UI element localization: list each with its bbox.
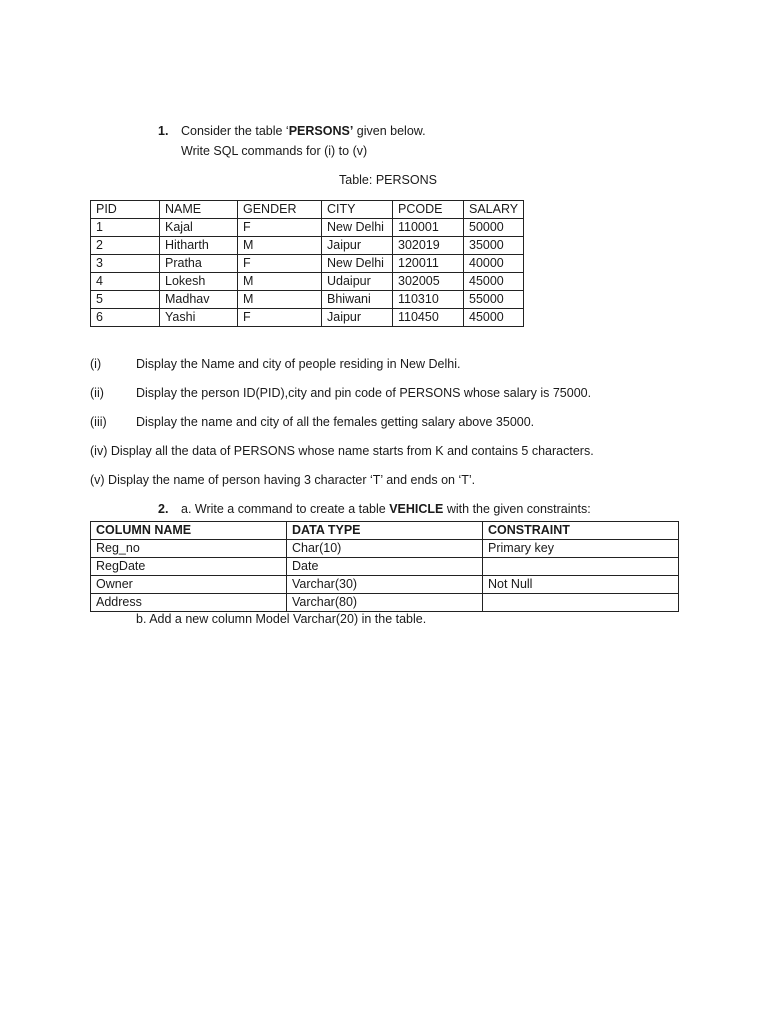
table-row [91, 540, 679, 558]
header-cell: GENDER [238, 201, 322, 219]
item-text: Display the person ID(PID),city and pin code of PERSONS whose salary is 75000. [136, 386, 592, 400]
table-cell: RegDate [91, 558, 287, 576]
table-row [91, 255, 524, 273]
question-item-iv: (iv) Display all the data of PERSONS whose name starts from K and contains 5 characters. [90, 444, 594, 458]
table-cell: 50000 [464, 219, 524, 237]
q2b-instruction: b. Add a new column Model Varchar(20) in the table. [136, 612, 427, 626]
table-cell: Not Null [483, 576, 679, 594]
table-row [91, 219, 524, 237]
table-cell: 1 [91, 219, 160, 237]
table-cell: Udaipur [322, 273, 393, 291]
table-cell: New Delhi [322, 255, 393, 273]
table-cell: Reg_no [91, 540, 287, 558]
table-cell: 120011 [393, 255, 464, 273]
item-label: (iii) [90, 415, 107, 429]
q2-number: 2. [158, 502, 169, 516]
table-cell: F [238, 309, 322, 327]
question-item-v: (v) Display the name of person having 3 character ‘T’ and ends on ‘T’. [90, 473, 476, 487]
q2a-post: with the given constraints: [443, 502, 591, 516]
table-row [91, 309, 524, 327]
table-cell [483, 594, 679, 612]
table-cell: Char(10) [287, 540, 483, 558]
table-cell: 5 [91, 291, 160, 309]
header-cell: CONSTRAINT [483, 522, 679, 540]
table-cell: 35000 [464, 237, 524, 255]
header-cell: NAME [160, 201, 238, 219]
vehicle-table-header [91, 522, 679, 540]
q1-instruction [181, 124, 426, 138]
table-cell: M [238, 273, 322, 291]
table-cell: M [238, 291, 322, 309]
table-cell: Pratha [160, 255, 238, 273]
table-cell: 302005 [393, 273, 464, 291]
table-cell [483, 558, 679, 576]
q1-instruction-post: given below. [353, 124, 426, 138]
table-cell: 2 [91, 237, 160, 255]
q1-table-name: PERSONS’ [288, 124, 354, 138]
q2a-table-name: VEHICLE [389, 502, 444, 516]
table-cell: Varchar(80) [287, 594, 483, 612]
table-row [91, 291, 524, 309]
table-cell: Lokesh [160, 273, 238, 291]
header-cell: PID [91, 201, 160, 219]
table-cell: New Delhi [322, 219, 393, 237]
table-cell: Yashi [160, 309, 238, 327]
table-cell: 110450 [393, 309, 464, 327]
q1-number: 1. [158, 124, 169, 138]
table-cell: Owner [91, 576, 287, 594]
table-cell: Date [287, 558, 483, 576]
table-cell: 55000 [464, 291, 524, 309]
table-cell: 45000 [464, 273, 524, 291]
table-cell: 4 [91, 273, 160, 291]
table-cell: Madhav [160, 291, 238, 309]
table-row [91, 594, 679, 612]
table-cell: F [238, 255, 322, 273]
question-item-iii [90, 415, 534, 429]
header-cell: SALARY [464, 201, 524, 219]
table-cell: 3 [91, 255, 160, 273]
table-cell: F [238, 219, 322, 237]
vehicle-table [90, 521, 679, 612]
question-item-ii [90, 386, 591, 400]
table-cell: 40000 [464, 255, 524, 273]
table-cell: 6 [91, 309, 160, 327]
table-row [91, 273, 524, 291]
item-label: (ii) [90, 386, 104, 400]
table-cell: Primary key [483, 540, 679, 558]
q2a-instruction [181, 502, 591, 516]
table-cell: 302019 [393, 237, 464, 255]
table-row [91, 576, 679, 594]
q2a-pre: a. Write a command to create a table [181, 502, 390, 516]
header-cell: PCODE [393, 201, 464, 219]
table-cell: 110001 [393, 219, 464, 237]
table-cell: Jaipur [322, 237, 393, 255]
item-text: Display the Name and city of people residing in New Delhi. [136, 357, 461, 371]
question-item-i [90, 357, 460, 371]
table-cell: Jaipur [322, 309, 393, 327]
table-row [91, 237, 524, 255]
q1-subinstruction: Write SQL commands for (i) to (v) [181, 144, 368, 158]
table-cell: Kajal [160, 219, 238, 237]
table-cell: M [238, 237, 322, 255]
table-cell: Varchar(30) [287, 576, 483, 594]
table-row [91, 558, 679, 576]
table-cell: Hitharth [160, 237, 238, 255]
header-cell: CITY [322, 201, 393, 219]
persons-table [90, 200, 524, 327]
table-cell: Bhiwani [322, 291, 393, 309]
persons-table-header [91, 201, 524, 219]
q1-instruction-pre: Consider the table ‘ [181, 124, 289, 138]
table-cell: 45000 [464, 309, 524, 327]
item-text: Display the name and city of all the females getting salary above 35000. [136, 415, 535, 429]
table-cell: Address [91, 594, 287, 612]
table-cell: 110310 [393, 291, 464, 309]
header-cell: DATA TYPE [287, 522, 483, 540]
item-label: (i) [90, 357, 102, 371]
header-cell: COLUMN NAME [91, 522, 287, 540]
persons-table-caption: Table: PERSONS [339, 173, 437, 187]
